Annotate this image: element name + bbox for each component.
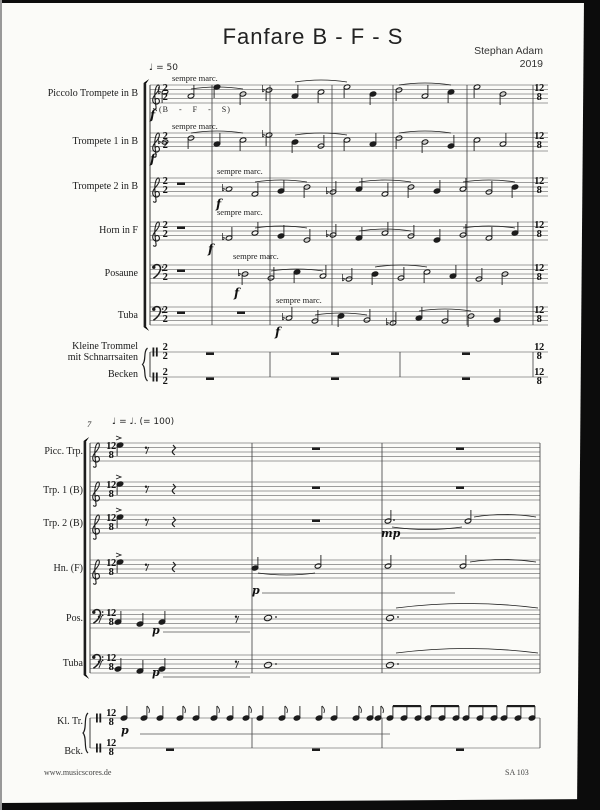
- staff-label-trp1-b: Trp. 1 (B): [43, 485, 83, 496]
- staff-label-trp2: Trompete 2 in B: [72, 181, 138, 192]
- time-signature: 12 8: [106, 557, 116, 578]
- time-signature: 12 8: [106, 512, 116, 533]
- percussion-clef-icon: [96, 714, 98, 723]
- page-title: Fanfare B - F - S: [222, 24, 404, 49]
- staff-label-trp2-b: Trp. 2 (B): [43, 518, 83, 529]
- staff-label-piccolo: Piccolo Trompete in B: [47, 88, 138, 99]
- dynamic-p-horn: p: [252, 584, 260, 597]
- time-signature: 12 8: [534, 304, 544, 325]
- time-signature: 2 2: [162, 130, 168, 151]
- time-signature: 12 8: [106, 737, 116, 758]
- dynamic-p-kl-tr: p: [121, 724, 129, 737]
- dynamic-p-posaune: p: [152, 624, 160, 637]
- staff-label-tuba: Tuba: [117, 310, 138, 321]
- system-bracket: [84, 441, 87, 675]
- percussion-clef-icon: [96, 744, 98, 753]
- time-signature: 12 8: [106, 707, 116, 728]
- time-signature: 2 2: [162, 366, 168, 387]
- treble-clef-icon: [93, 443, 100, 467]
- treble-clef-icon: [93, 560, 100, 584]
- system-bracket: [144, 83, 147, 327]
- sempre-marc-horn: sempre marc.: [217, 207, 263, 217]
- dynamic-mp-trp2: mp: [381, 527, 401, 540]
- staff-label-bck: Bck.: [64, 746, 83, 757]
- staff-label-trp1: Trompete 1 in B: [72, 136, 138, 147]
- staff-label-becken: Becken: [108, 369, 138, 380]
- staff-label-kl-tr: Kl. Tr.: [57, 716, 83, 727]
- time-signature: 12 8: [534, 219, 544, 240]
- time-signature: 2 2: [162, 341, 168, 362]
- dynamic-p-tuba: p: [152, 666, 160, 679]
- staff-label-kleine-trommel: [68, 341, 138, 363]
- footer-website: www.musicscores.de: [44, 768, 112, 777]
- time-signature: 12 8: [106, 440, 116, 461]
- dynamic-f-tuba: f: [275, 325, 281, 339]
- sempre-marc-tuba: sempre marc.: [276, 295, 322, 305]
- sempre-marc-trp2: sempre marc.: [217, 166, 263, 176]
- time-signature: 12 8: [534, 262, 544, 283]
- time-signature: 2 2: [162, 175, 168, 196]
- time-signature: 2 2: [162, 82, 168, 103]
- time-signature: 12 8: [534, 366, 544, 387]
- time-signature: 12 8: [106, 607, 116, 628]
- scan-edge-left: [0, 0, 2, 810]
- tempo-marking-1: ♩ = 50: [149, 63, 178, 73]
- staff-label-hn-f: Hn. (F): [53, 563, 83, 574]
- time-signature: 2 2: [162, 304, 168, 325]
- staff-label-picc-trp: Picc. Trp.: [44, 446, 83, 457]
- percussion-clef-icon: [153, 348, 155, 357]
- dynamic-f-trp1: f: [150, 152, 156, 166]
- time-signature: 2 2: [162, 262, 168, 283]
- time-signature: 12 8: [106, 479, 116, 500]
- dynamic-f-piccolo: f: [150, 108, 156, 122]
- time-signature: 12 8: [106, 652, 116, 673]
- scan-edge-top: [0, 0, 600, 3]
- percussion-clef-icon: [153, 373, 155, 382]
- composer-name: Stephan Adam: [474, 45, 543, 57]
- staff-label-pos: Pos.: [66, 613, 83, 624]
- footer-catalog-number: SA 103: [505, 768, 529, 777]
- staff-label-tuba-2: Tuba: [62, 658, 83, 669]
- composition-year: 2019: [519, 58, 543, 70]
- time-signature: 12 8: [534, 82, 544, 103]
- staff-label-horn: Horn in F: [99, 225, 138, 236]
- dynamic-f-trp2: f: [216, 197, 222, 211]
- time-signature: 12 8: [534, 341, 544, 362]
- treble-clef-icon: [93, 482, 100, 506]
- tempo-marking-2: ♩ = ♩. (= 100): [112, 417, 175, 427]
- dynamic-f-posaune: f: [234, 286, 240, 300]
- staff-label-posaune: Posaune: [104, 268, 138, 279]
- sempre-marc-posaune: sempre marc.: [233, 251, 279, 261]
- kleine-trommel-line1: Kleine Trommel: [72, 341, 138, 352]
- time-signature: 12 8: [534, 130, 544, 151]
- treble-clef-icon: [93, 515, 100, 539]
- sempre-marc-trp1: sempre marc.: [172, 121, 218, 131]
- dynamic-f-horn: f: [208, 242, 214, 256]
- kleine-trommel-line2: mit Schnarrsaiten: [67, 352, 138, 363]
- sempre-marc-piccolo: sempre marc.: [172, 73, 218, 83]
- time-signature: 2 2: [162, 219, 168, 240]
- motif-label: (B - F - S): [159, 105, 231, 114]
- time-signature: 12 8: [534, 175, 544, 196]
- measure-number: 7: [87, 419, 92, 429]
